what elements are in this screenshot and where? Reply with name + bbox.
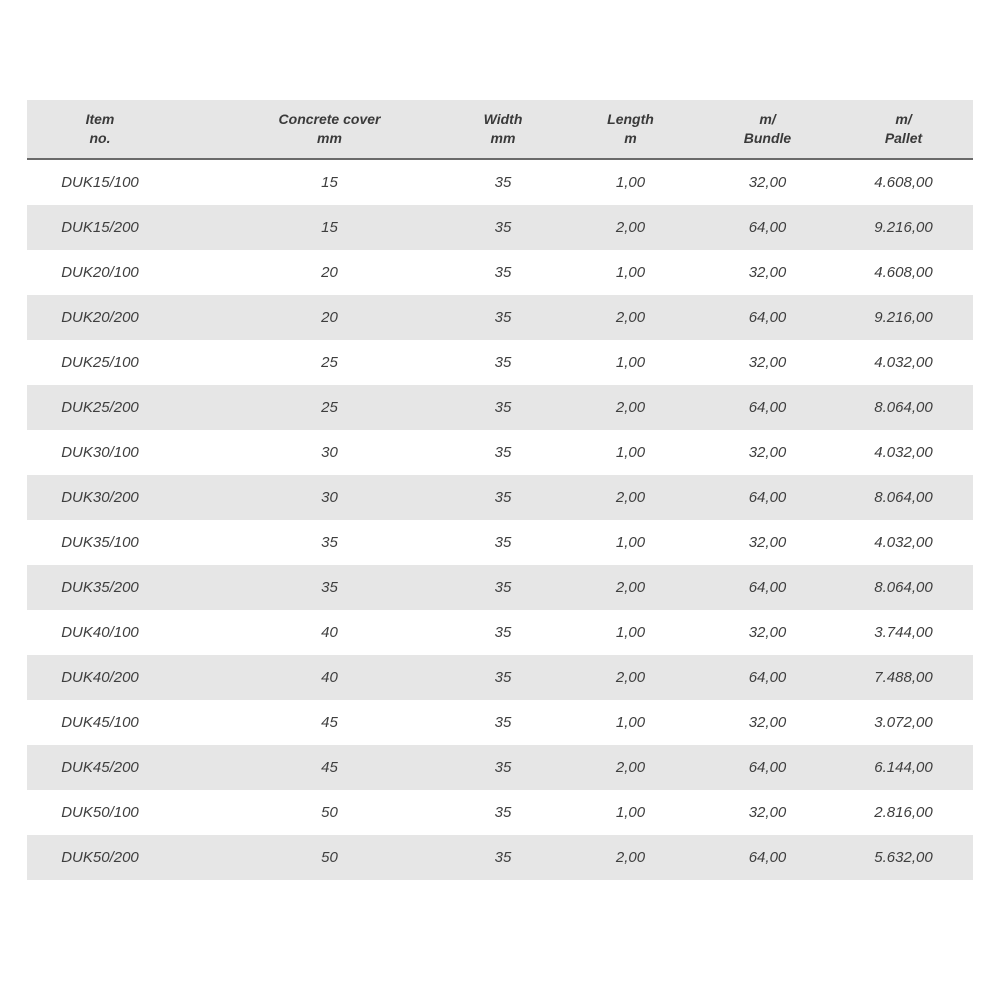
cell-concrete-cover: 25 [321, 399, 338, 416]
cell-item-no: DUK30/100 [61, 444, 139, 461]
cell-m-per-pallet: 9.216,00 [874, 309, 933, 326]
cell-item-no: DUK15/200 [61, 219, 139, 236]
cell-width: 35 [494, 804, 512, 821]
cell-m-per-bundle: 64,00 [748, 669, 787, 686]
cell-concrete-cover: 20 [321, 309, 338, 326]
cell-m-per-bundle: 64,00 [748, 219, 787, 236]
header-label: Bundle [743, 130, 792, 146]
cell-m-per-pallet: 6.144,00 [874, 759, 933, 776]
cell-concrete-cover: 35 [321, 579, 338, 596]
cell-m-per-bundle: 64,00 [748, 849, 787, 866]
cell-item-no: DUK50/200 [61, 849, 139, 866]
cell-concrete-cover: 50 [321, 804, 338, 821]
cell-concrete-cover: 25 [321, 354, 338, 371]
header-label: no. [89, 130, 111, 146]
cell-item-no: DUK45/200 [61, 759, 139, 776]
cell-length: 2,00 [615, 849, 646, 866]
header-label: Pallet [884, 130, 923, 146]
cell-length: 2,00 [615, 219, 646, 236]
cell-length: 2,00 [615, 759, 646, 776]
header-label: Item [85, 111, 115, 127]
cell-item-no: DUK20/200 [61, 309, 139, 326]
cell-m-per-bundle: 64,00 [748, 759, 787, 776]
cell-m-per-bundle: 32,00 [748, 174, 787, 191]
cell-width: 35 [494, 624, 512, 641]
cell-m-per-bundle: 64,00 [748, 309, 787, 326]
cell-m-per-bundle: 32,00 [748, 804, 787, 821]
cell-length: 1,00 [615, 804, 646, 821]
cell-item-no: DUK35/200 [61, 579, 139, 596]
table-row [27, 790, 973, 835]
table-row [27, 835, 973, 880]
cell-length: 1,00 [615, 714, 646, 731]
cell-m-per-bundle: 64,00 [748, 489, 787, 506]
cell-width: 35 [494, 174, 512, 191]
table-header [27, 100, 973, 159]
cell-length: 2,00 [615, 669, 646, 686]
cell-concrete-cover: 30 [321, 444, 338, 461]
cell-item-no: DUK30/200 [61, 489, 139, 506]
cell-m-per-pallet: 4.608,00 [874, 174, 933, 191]
cell-item-no: DUK15/100 [61, 174, 139, 191]
header-row [27, 100, 973, 159]
cell-m-per-pallet: 8.064,00 [874, 489, 933, 506]
cell-item-no: DUK25/100 [61, 354, 139, 371]
table-row [27, 475, 973, 520]
cell-length: 1,00 [615, 534, 646, 551]
cell-m-per-bundle: 32,00 [748, 534, 787, 551]
cell-width: 35 [494, 759, 512, 776]
cell-item-no: DUK45/100 [61, 714, 139, 731]
cell-m-per-pallet: 3.072,00 [874, 714, 933, 731]
cell-length: 2,00 [615, 489, 646, 506]
header-item-no [27, 100, 213, 159]
cell-length: 2,00 [615, 309, 646, 326]
header-m-per-bundle [701, 100, 834, 159]
cell-m-per-pallet: 8.064,00 [874, 579, 933, 596]
product-spec-table [27, 100, 973, 880]
cell-concrete-cover: 15 [321, 219, 338, 236]
cell-m-per-pallet: 9.216,00 [874, 219, 933, 236]
cell-item-no: DUK50/100 [61, 804, 139, 821]
table-row [27, 745, 973, 790]
table-row [27, 295, 973, 340]
cell-length: 2,00 [615, 399, 646, 416]
cell-width: 35 [494, 444, 512, 461]
table-row [27, 610, 973, 655]
table-row [27, 385, 973, 430]
table-row [27, 655, 973, 700]
cell-m-per-pallet: 2.816,00 [874, 804, 933, 821]
cell-width: 35 [494, 714, 512, 731]
cell-concrete-cover: 40 [321, 669, 338, 686]
table-row [27, 565, 973, 610]
cell-length: 1,00 [615, 264, 646, 281]
header-label: Concrete cover [278, 111, 381, 127]
cell-m-per-bundle: 64,00 [748, 579, 787, 596]
header-label: m/ [759, 111, 776, 127]
cell-length: 1,00 [615, 354, 646, 371]
cell-concrete-cover: 35 [321, 534, 338, 551]
header-label: mm [317, 130, 342, 146]
cell-m-per-pallet: 3.744,00 [874, 624, 933, 641]
cell-width: 35 [494, 579, 512, 596]
header-label: mm [490, 130, 516, 146]
cell-m-per-bundle: 32,00 [748, 264, 787, 281]
cell-item-no: DUK35/100 [61, 534, 139, 551]
header-label: m [624, 130, 637, 146]
cell-m-per-pallet: 4.032,00 [874, 534, 933, 551]
cell-m-per-pallet: 4.032,00 [874, 444, 933, 461]
cell-m-per-pallet: 5.632,00 [874, 849, 933, 866]
cell-m-per-bundle: 64,00 [748, 399, 787, 416]
cell-item-no: DUK20/100 [61, 264, 139, 281]
cell-width: 35 [494, 264, 512, 281]
cell-item-no: DUK25/200 [61, 399, 139, 416]
cell-width: 35 [494, 399, 512, 416]
header-m-per-pallet [834, 100, 973, 159]
cell-concrete-cover: 50 [321, 849, 338, 866]
cell-width: 35 [494, 309, 512, 326]
cell-width: 35 [494, 849, 512, 866]
cell-concrete-cover: 45 [321, 759, 338, 776]
table-row [27, 430, 973, 475]
cell-item-no: DUK40/200 [61, 669, 139, 686]
cell-m-per-bundle: 32,00 [748, 354, 787, 371]
table-row [27, 340, 973, 385]
cell-concrete-cover: 45 [321, 714, 338, 731]
cell-length: 1,00 [615, 174, 646, 191]
cell-width: 35 [494, 489, 512, 506]
cell-width: 35 [494, 534, 512, 551]
cell-length: 2,00 [615, 579, 646, 596]
table-body [27, 159, 973, 880]
cell-width: 35 [494, 219, 512, 236]
cell-length: 1,00 [615, 444, 646, 461]
cell-concrete-cover: 15 [321, 174, 338, 191]
cell-length: 1,00 [615, 624, 646, 641]
header-width [446, 100, 560, 159]
cell-item-no: DUK40/100 [61, 624, 139, 641]
cell-concrete-cover: 20 [321, 264, 338, 281]
header-length [560, 100, 701, 159]
table-row [27, 205, 973, 250]
cell-concrete-cover: 40 [321, 624, 338, 641]
header-label: Length [607, 111, 654, 127]
table-row [27, 159, 973, 205]
cell-m-per-pallet: 4.608,00 [874, 264, 933, 281]
cell-m-per-bundle: 32,00 [748, 624, 787, 641]
table-row [27, 700, 973, 745]
header-concrete-cover [213, 100, 446, 159]
header-label: m/ [895, 111, 912, 127]
cell-width: 35 [494, 669, 512, 686]
table-row [27, 520, 973, 565]
header-label: Width [483, 111, 523, 127]
cell-concrete-cover: 30 [321, 489, 338, 506]
table-row [27, 250, 973, 295]
cell-m-per-pallet: 7.488,00 [874, 669, 933, 686]
cell-m-per-pallet: 4.032,00 [874, 354, 933, 371]
cell-m-per-bundle: 32,00 [748, 444, 787, 461]
cell-m-per-pallet: 8.064,00 [874, 399, 933, 416]
cell-width: 35 [494, 354, 512, 371]
cell-m-per-bundle: 32,00 [748, 714, 787, 731]
